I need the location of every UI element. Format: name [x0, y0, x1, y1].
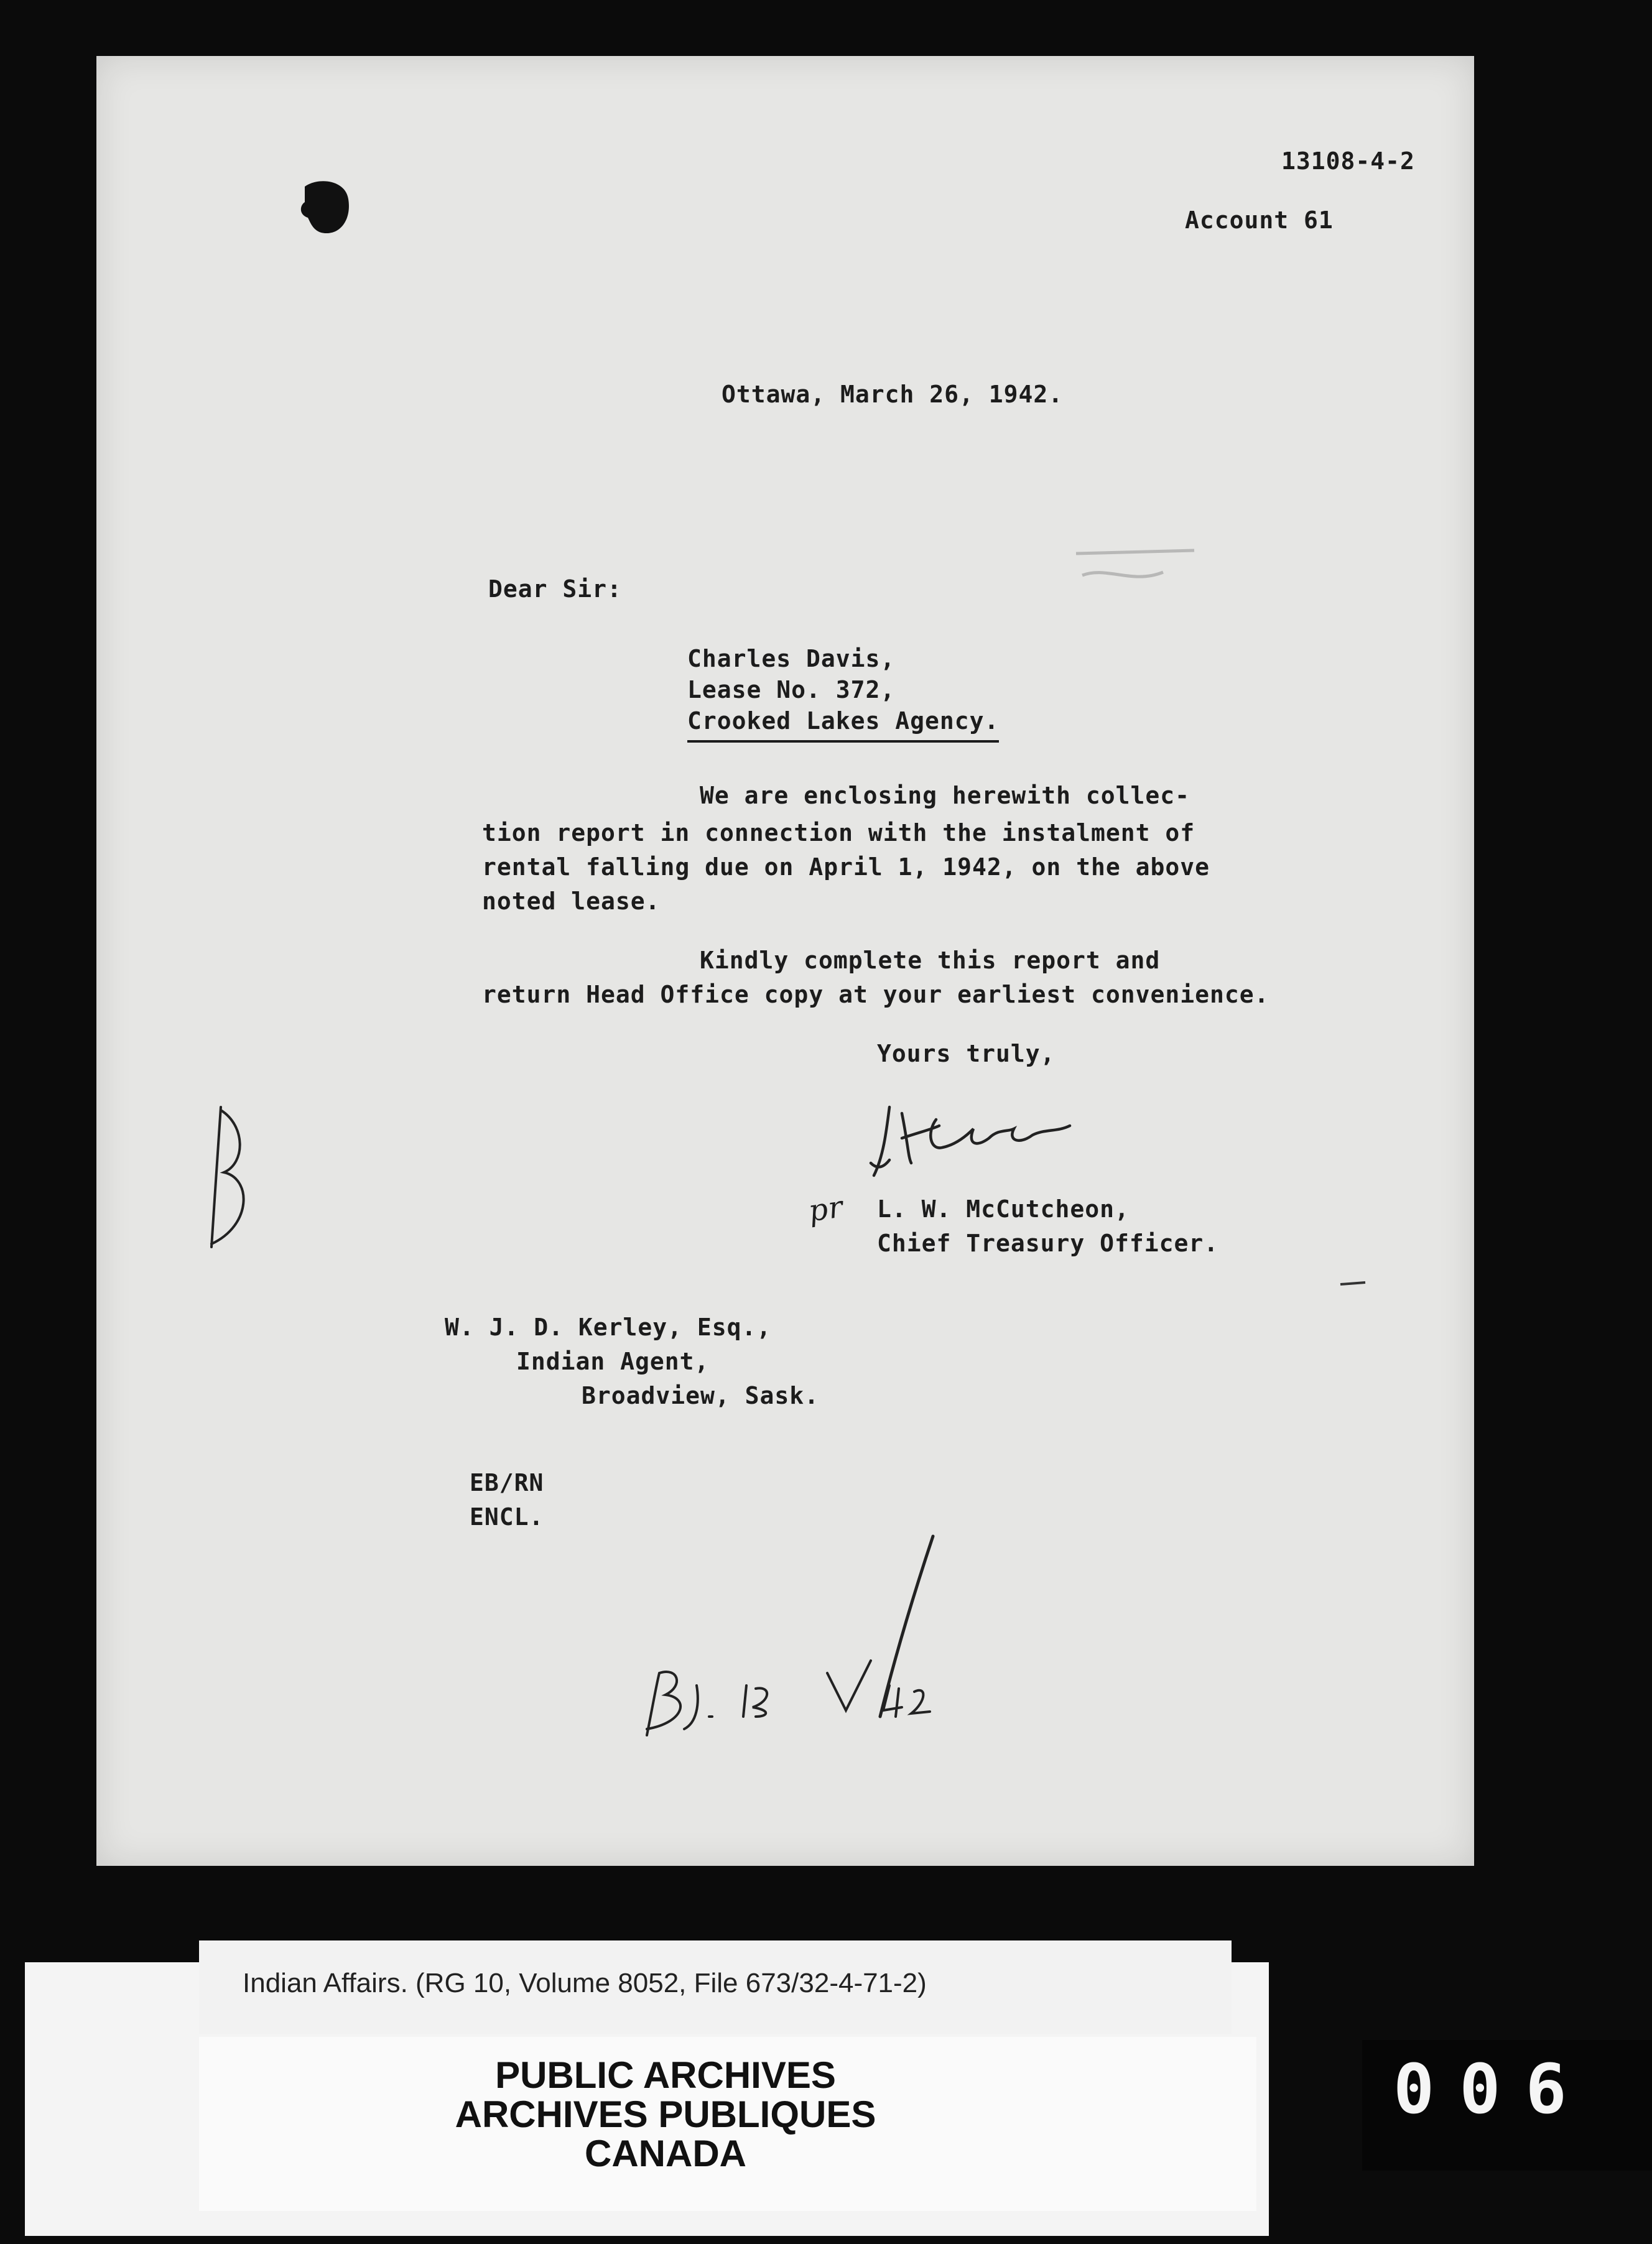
account-number: Account 61 — [1185, 206, 1334, 234]
subject-agency: Crooked Lakes Agency. — [687, 703, 999, 743]
subject-lease: Lease No. 372, — [687, 676, 896, 703]
frame-counter: 006 — [1393, 2049, 1592, 2129]
archive-stamp-line-3: CANADA — [585, 2133, 746, 2174]
margin-mark — [202, 1101, 258, 1256]
dateline: Ottawa, March 26, 1942. — [722, 381, 1064, 408]
archive-stamp-line-1: PUBLIC ARCHIVES — [495, 2054, 836, 2096]
body-line: rental falling due on April 1, 1942, on the above — [482, 853, 1210, 881]
body-line: return Head Office copy at your earliest convenience. — [482, 981, 1269, 1008]
signatory-name: L. W. McCutcheon, — [877, 1195, 1130, 1223]
archive-stamp-line-2: ARCHIVES PUBLIQUES — [455, 2093, 876, 2135]
closing: Yours truly, — [877, 1040, 1056, 1067]
signature — [865, 1095, 1076, 1188]
typist-initials: EB/RN — [470, 1469, 544, 1496]
faded-mark — [1070, 541, 1207, 597]
body-line: noted lease. — [482, 888, 661, 915]
archive-reference: Indian Affairs. (RG 10, Volume 8052, File 673/32-4-71-2) — [243, 1968, 927, 1998]
per-mark: pr — [806, 1189, 846, 1229]
body-line: tion report in connection with the instalment of — [482, 819, 1195, 846]
body-line: Kindly complete this report and — [700, 947, 1161, 974]
ink-blot — [292, 174, 361, 243]
handwritten-initials-date — [622, 1530, 970, 1748]
recipient-name: W. J. D. Kerley, Esq., — [445, 1314, 772, 1341]
signatory-title: Chief Treasury Officer. — [877, 1230, 1219, 1257]
recipient-role: Indian Agent, — [516, 1348, 710, 1375]
edge-mark — [1337, 1275, 1375, 1294]
salutation: Dear Sir: — [488, 575, 622, 603]
file-number: 13108-4-2 — [1281, 147, 1415, 175]
enclosure-note: ENCL. — [470, 1503, 544, 1531]
subject-name: Charles Davis, — [687, 645, 896, 672]
recipient-location: Broadview, Sask. — [582, 1382, 820, 1409]
body-line: We are enclosing herewith collec- — [700, 782, 1190, 809]
